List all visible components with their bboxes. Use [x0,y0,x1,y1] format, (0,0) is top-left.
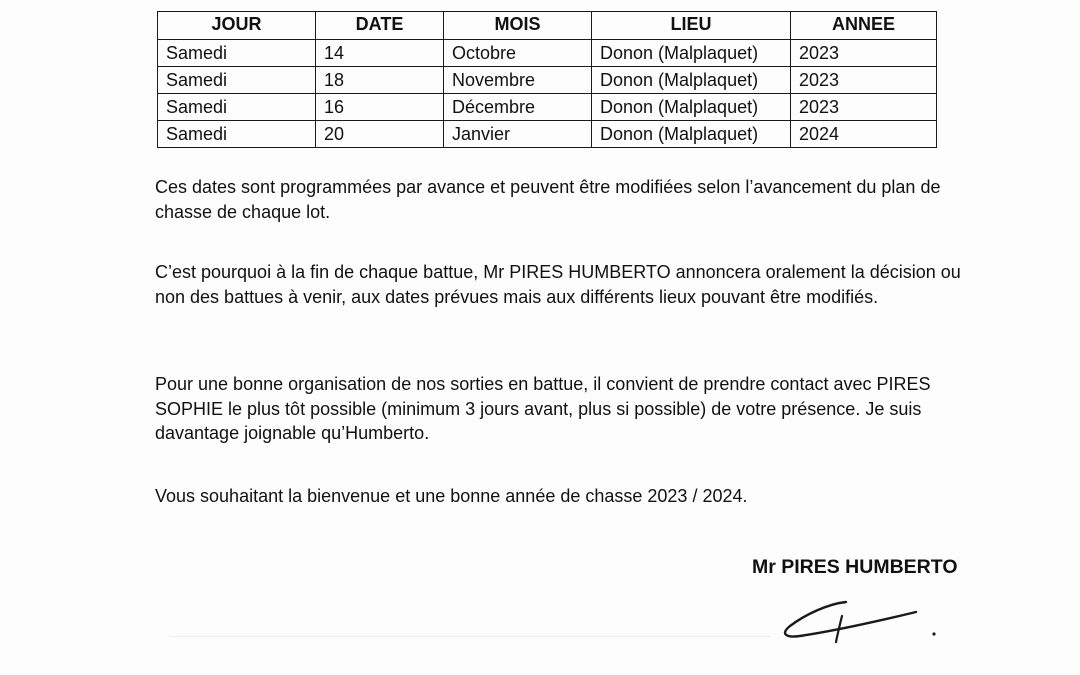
signer-name: Mr PIRES HUMBERTO [752,556,958,578]
cell-date: 14 [316,40,444,67]
cell-mois: Décembre [444,94,592,121]
paragraph-welcome: Vous souhaitant la bienvenue et une bonne année de chasse 2023 / 2024. [155,486,748,506]
cell-lieu: Donon (Malplaquet) [592,40,791,67]
cell-jour: Samedi [158,94,316,121]
paragraph-announcement: C’est pourquoi à la fin de chaque battue, Mr PIRES HUMBERTO annoncera oralement la décision ou non des battues à venir, aux dates prévues mais aux différents lieux pouvant être modifiés. [155,262,961,307]
cell-annee: 2023 [791,94,937,121]
table-row [158,40,937,67]
cell-date: 16 [316,94,444,121]
cell-annee: 2023 [791,40,937,67]
scan-artifact-line [170,636,770,637]
header-jour: JOUR [158,12,316,40]
cell-jour: Samedi [158,67,316,94]
paragraph-contact: Pour une bonne organisation de nos sorties en battue, il convient de prendre contact avec PIRES SOPHIE le plus tôt possible (minimum 3 jours avant, plus si possible) de votre présence. Je suis davantage joignable qu’Humberto. [155,374,931,443]
cell-jour: Samedi [158,40,316,67]
cell-jour: Samedi [158,121,316,148]
header-annee: ANNEE [791,12,937,40]
table-row [158,94,937,121]
table-header-row [158,12,937,40]
table-row [158,121,937,148]
header-lieu: LIEU [592,12,791,40]
paragraph-dates-notice: Ces dates sont programmées par avance et peuvent être modifiées selon l’avancement du plan de chasse de chaque lot. [155,177,941,222]
cell-mois: Janvier [444,121,592,148]
header-mois: MOIS [444,12,592,40]
handwritten-signature [776,590,946,650]
cell-lieu: Donon (Malplaquet) [592,94,791,121]
battue-schedule-table [157,11,937,148]
cell-annee: 2024 [791,121,937,148]
cell-annee: 2023 [791,67,937,94]
cell-mois: Octobre [444,40,592,67]
cell-lieu: Donon (Malplaquet) [592,67,791,94]
cell-lieu: Donon (Malplaquet) [592,121,791,148]
table-row [158,67,937,94]
cell-date: 18 [316,67,444,94]
cell-mois: Novembre [444,67,592,94]
header-date: DATE [316,12,444,40]
cell-date: 20 [316,121,444,148]
